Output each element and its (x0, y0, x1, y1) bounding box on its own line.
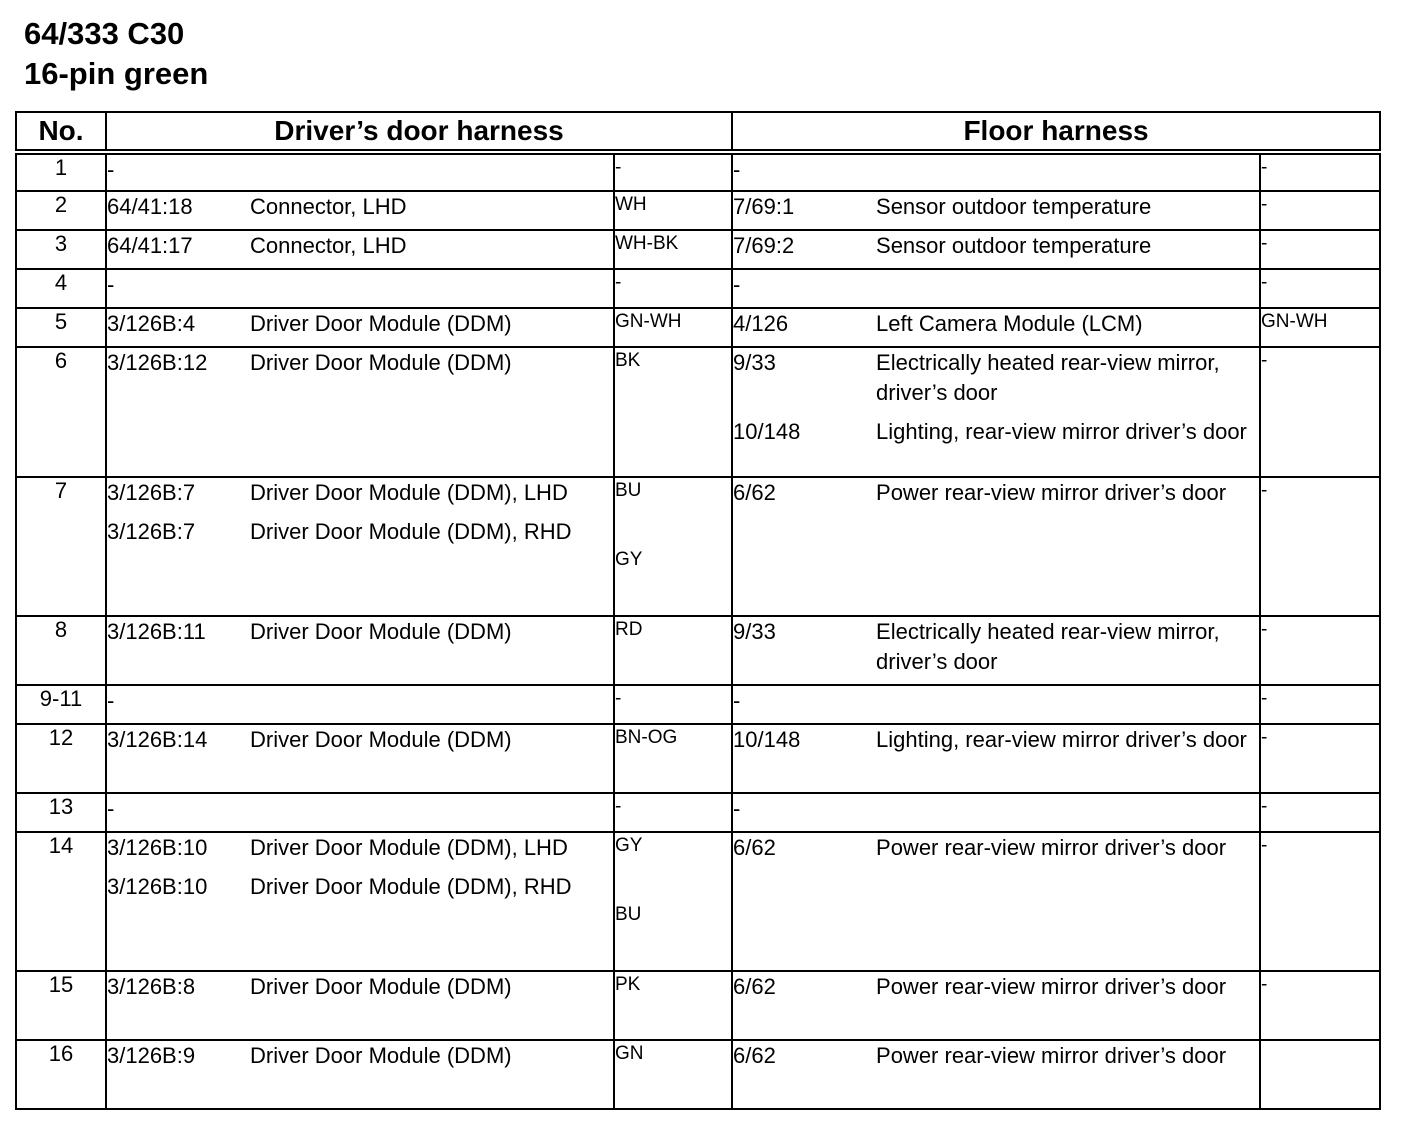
floor-wire-color-cell (1260, 685, 1380, 724)
floor-wire-color: GN-WH (1261, 311, 1328, 332)
door-harness-cell (106, 152, 614, 191)
door-entry (107, 270, 613, 300)
door-wire-color: BU (615, 480, 642, 501)
floor-wire-color-cell (1260, 477, 1380, 616)
door-entry (107, 348, 613, 378)
floor-ref: - (733, 157, 741, 182)
table-row (16, 152, 1380, 191)
floor-entry (733, 686, 1259, 716)
floor-wire-color: - (1261, 835, 1268, 856)
door-entry (107, 517, 613, 547)
connector-id: 64/333 C30 (24, 16, 185, 51)
door-entry (107, 1041, 613, 1071)
table-row (16, 477, 1380, 616)
pin-number: 16 (16, 1040, 106, 1109)
floor-harness-cell (732, 308, 1260, 347)
pin-number: 8 (16, 616, 106, 685)
door-entry (107, 725, 613, 755)
header-floor-harness: Floor harness (732, 112, 1380, 152)
door-harness-cell (106, 230, 614, 269)
door-wire-color: WH (615, 194, 647, 215)
door-ref: 3/126B:7 (107, 480, 196, 505)
floor-entry (733, 270, 1259, 300)
door-ref: 3/126B:14 (107, 727, 208, 752)
floor-desc: Sensor outdoor temperature (876, 233, 1152, 258)
door-desc: Driver Door Module (DDM) (250, 311, 512, 336)
table-header-row (16, 112, 1380, 152)
door-entry (107, 309, 613, 339)
door-entry (107, 155, 613, 185)
door-wire-color: - (615, 688, 622, 709)
floor-wire-color: - (1261, 350, 1268, 371)
floor-harness-cell (732, 191, 1260, 230)
floor-desc: Electrically heated rear-view mirror, driver’s door (876, 350, 1220, 405)
door-desc (250, 686, 613, 716)
floor-entry (733, 972, 1259, 1002)
floor-wire-color-cell (1260, 308, 1380, 347)
floor-wire-color-cell (1260, 152, 1380, 191)
pin-number: 2 (16, 191, 106, 230)
door-harness-cell (106, 616, 614, 685)
door-wire-color-cell (614, 793, 732, 832)
door-desc: Driver Door Module (DDM) (250, 619, 512, 644)
table-row (16, 616, 1380, 685)
pin-number: 14 (16, 832, 106, 971)
door-harness-cell (106, 1040, 614, 1109)
door-desc: Driver Door Module (DDM) (250, 1043, 512, 1068)
door-ref: - (107, 688, 115, 713)
floor-harness-cell (732, 793, 1260, 832)
floor-ref: 9/33 (733, 350, 776, 375)
door-wire-color: - (615, 272, 622, 293)
floor-entry (733, 417, 1259, 447)
floor-wire-color-cell (1260, 616, 1380, 685)
floor-entry (733, 192, 1259, 222)
floor-wire-color-cell (1260, 793, 1380, 832)
floor-entry (733, 478, 1259, 508)
floor-desc: Power rear-view mirror driver’s door (876, 835, 1227, 860)
floor-ref: 9/33 (733, 619, 776, 644)
floor-desc: Lighting, rear-view mirror driver’s door (876, 419, 1247, 444)
door-harness-cell (106, 724, 614, 793)
door-ref: 64/41:18 (107, 194, 193, 219)
header-no: No. (16, 112, 106, 152)
floor-entry (733, 348, 1259, 408)
table-row (16, 269, 1380, 308)
door-entry (107, 972, 613, 1002)
floor-ref: 4/126 (733, 311, 789, 336)
floor-entry (733, 231, 1259, 261)
floor-wire-color-cell (1260, 191, 1380, 230)
door-harness-cell (106, 832, 614, 971)
door-desc (250, 270, 613, 300)
door-wire-color-cell (614, 308, 732, 347)
floor-wire-color: - (1261, 619, 1268, 640)
door-desc: Connector, LHD (250, 233, 407, 258)
pin-number: 5 (16, 308, 106, 347)
table-row (16, 724, 1380, 793)
door-desc: Driver Door Module (DDM) (250, 350, 512, 375)
pinout-table (15, 111, 1381, 1110)
floor-desc (876, 155, 1259, 185)
pin-number: 15 (16, 971, 106, 1040)
pin-number: 7 (16, 477, 106, 616)
floor-harness-cell (732, 347, 1260, 477)
door-harness-cell (106, 793, 614, 832)
floor-ref: 7/69:2 (733, 233, 795, 258)
floor-wire-color: - (1261, 194, 1268, 215)
door-wire-color: - (615, 157, 622, 178)
table-row (16, 308, 1380, 347)
floor-entry (733, 725, 1259, 755)
pin-number: 1 (16, 152, 106, 191)
floor-entry (733, 794, 1259, 824)
door-wire-color-cell (614, 269, 732, 308)
pin-number: 3 (16, 230, 106, 269)
door-ref: 3/126B:12 (107, 350, 208, 375)
floor-entry (733, 309, 1259, 339)
door-wire-color-cell (614, 477, 732, 616)
door-wire-color: RD (615, 619, 643, 640)
door-harness-cell (106, 308, 614, 347)
table-row (16, 191, 1380, 230)
floor-desc: Sensor outdoor temperature (876, 194, 1152, 219)
floor-desc: Lighting, rear-view mirror driver’s door (876, 727, 1247, 752)
floor-desc (876, 686, 1259, 716)
door-harness-cell (106, 685, 614, 724)
floor-entry (733, 1041, 1259, 1071)
floor-harness-cell (732, 152, 1260, 191)
door-desc (250, 794, 613, 824)
floor-harness-cell (732, 477, 1260, 616)
floor-ref: - (733, 796, 741, 821)
door-wire-color: WH-BK (615, 233, 679, 254)
floor-ref: 6/62 (733, 974, 776, 999)
floor-wire-color: - (1261, 974, 1268, 995)
door-wire-color-cell (614, 832, 732, 971)
table-row (16, 1040, 1380, 1109)
floor-ref: - (733, 688, 741, 713)
floor-harness-cell (732, 685, 1260, 724)
table-row (16, 230, 1380, 269)
floor-harness-cell (732, 832, 1260, 971)
floor-wire-color-cell (1260, 347, 1380, 477)
floor-wire-color-cell (1260, 724, 1380, 793)
door-wire-color: BN-OG (615, 727, 678, 748)
door-ref: - (107, 157, 115, 182)
door-harness-cell (106, 269, 614, 308)
door-desc: Driver Door Module (DDM) (250, 974, 512, 999)
door-wire-color-cell (614, 685, 732, 724)
floor-desc (876, 270, 1259, 300)
door-entry (107, 686, 613, 716)
floor-ref: - (733, 272, 741, 297)
door-wire-color-cell (614, 152, 732, 191)
pin-number: 12 (16, 724, 106, 793)
door-entry (107, 617, 613, 647)
door-ref: 3/126B:10 (107, 835, 208, 860)
door-desc: Driver Door Module (DDM), RHD (250, 874, 572, 899)
floor-wire-color: - (1261, 688, 1268, 709)
door-ref: 64/41:17 (107, 233, 193, 258)
door-entry (107, 872, 613, 902)
floor-desc: Electrically heated rear-view mirror, driver’s door (876, 619, 1220, 674)
door-wire-color: BU (615, 904, 642, 925)
floor-ref: 6/62 (733, 480, 776, 505)
door-harness-cell (106, 191, 614, 230)
floor-wire-color: - (1261, 727, 1268, 748)
door-wire-color-cell (614, 724, 732, 793)
floor-harness-cell (732, 1040, 1260, 1109)
floor-ref: 10/148 (733, 727, 801, 752)
door-wire-color: GY (615, 549, 643, 570)
door-wire-color: GY (615, 835, 643, 856)
pin-number: 6 (16, 347, 106, 477)
floor-entry (733, 155, 1259, 185)
door-wire-color: - (615, 796, 622, 817)
door-entry (107, 478, 613, 508)
door-ref: 3/126B:9 (107, 1043, 196, 1068)
table-row (16, 793, 1380, 832)
door-desc: Driver Door Module (DDM), RHD (250, 519, 572, 544)
door-entry (107, 833, 613, 863)
floor-wire-color-cell (1260, 971, 1380, 1040)
door-harness-cell (106, 971, 614, 1040)
floor-desc: Left Camera Module (LCM) (876, 311, 1143, 336)
door-entry (107, 794, 613, 824)
floor-wire-color: - (1261, 157, 1268, 178)
door-wire-color: GN (615, 1043, 644, 1064)
door-desc (250, 155, 613, 185)
floor-wire-color: - (1261, 480, 1268, 501)
door-harness-cell (106, 347, 614, 477)
door-ref: - (107, 796, 115, 821)
floor-wire-color: - (1261, 272, 1268, 293)
door-wire-color-cell (614, 1040, 732, 1109)
floor-ref: 7/69:1 (733, 194, 795, 219)
door-wire-color-cell (614, 191, 732, 230)
connector-description: 16-pin green (24, 56, 209, 91)
floor-ref: 6/62 (733, 835, 776, 860)
floor-wire-color: - (1261, 796, 1268, 817)
floor-harness-cell (732, 971, 1260, 1040)
floor-harness-cell (732, 724, 1260, 793)
header-drivers-door-harness: Driver’s door harness (106, 112, 732, 152)
floor-ref: 6/62 (733, 1043, 776, 1068)
door-desc: Connector, LHD (250, 194, 407, 219)
door-desc: Driver Door Module (DDM), LHD (250, 835, 568, 860)
table-body (16, 152, 1380, 1109)
table-row (16, 347, 1380, 477)
pin-number: 4 (16, 269, 106, 308)
floor-harness-cell (732, 269, 1260, 308)
door-wire-color-cell (614, 971, 732, 1040)
table-row (16, 685, 1380, 724)
door-wire-color-cell (614, 616, 732, 685)
floor-desc: Power rear-view mirror driver’s door (876, 480, 1227, 505)
table-row (16, 832, 1380, 971)
floor-wire-color-cell (1260, 269, 1380, 308)
door-ref: 3/126B:10 (107, 874, 208, 899)
door-ref: 3/126B:11 (107, 619, 206, 644)
floor-wire-color-cell (1260, 832, 1380, 971)
door-ref: 3/126B:7 (107, 519, 196, 544)
door-wire-color: BK (615, 350, 641, 371)
door-desc: Driver Door Module (DDM), LHD (250, 480, 568, 505)
floor-wire-color: - (1261, 233, 1268, 254)
floor-wire-color-cell (1260, 230, 1380, 269)
door-ref: - (107, 272, 115, 297)
door-entry (107, 192, 613, 222)
table-row (16, 971, 1380, 1040)
door-harness-cell (106, 477, 614, 616)
pin-number: 13 (16, 793, 106, 832)
door-ref: 3/126B:4 (107, 311, 196, 336)
door-desc: Driver Door Module (DDM) (250, 727, 512, 752)
door-wire-color: GN-WH (615, 311, 682, 332)
door-wire-color-cell (614, 230, 732, 269)
floor-harness-cell (732, 616, 1260, 685)
door-entry (107, 231, 613, 261)
floor-ref: 10/148 (733, 419, 801, 444)
floor-harness-cell (732, 230, 1260, 269)
door-wire-color-cell (614, 347, 732, 477)
door-wire-color: PK (615, 974, 641, 995)
floor-entry (733, 833, 1259, 863)
pin-number: 9-11 (16, 685, 106, 724)
floor-desc (876, 794, 1259, 824)
floor-wire-color-cell (1260, 1040, 1380, 1109)
floor-desc: Power rear-view mirror driver’s door (876, 974, 1227, 999)
floor-desc: Power rear-view mirror driver’s door (876, 1043, 1227, 1068)
door-ref: 3/126B:8 (107, 974, 196, 999)
floor-entry (733, 617, 1259, 677)
